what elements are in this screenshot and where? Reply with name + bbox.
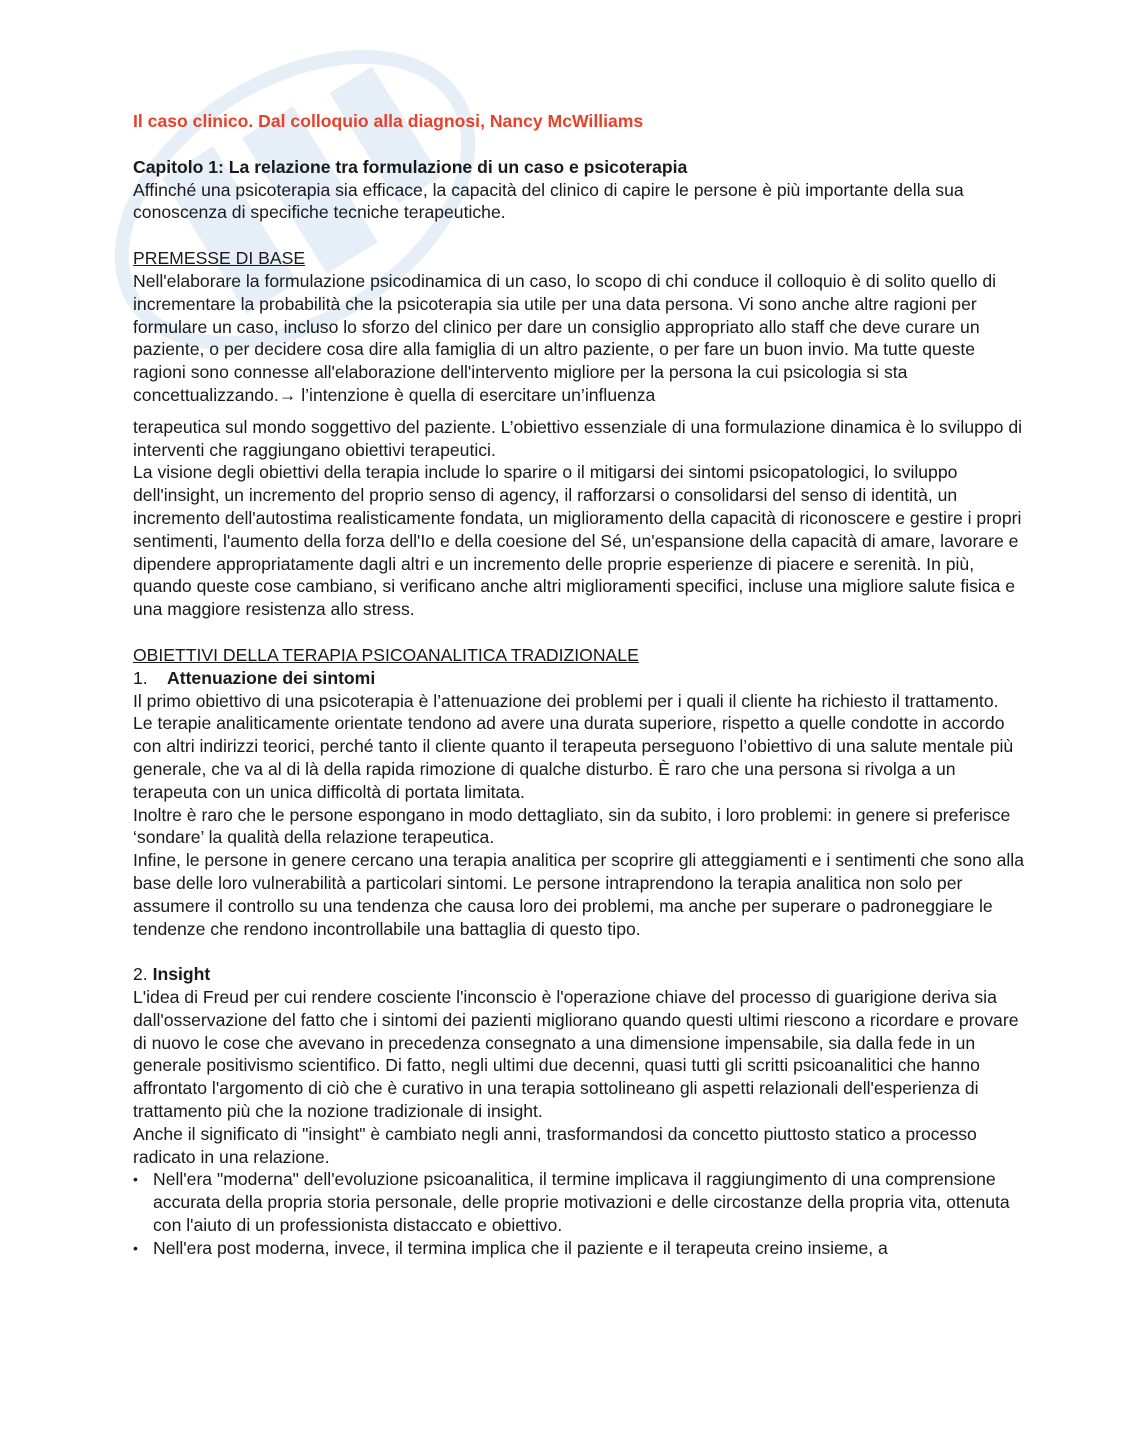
section-heading-obiettivi: OBIETTIVI DELLA TERAPIA PSICOANALITICA TRADIZIONALE bbox=[133, 644, 639, 665]
item1-number: 1. bbox=[133, 667, 148, 688]
item1-paragraph-4: Infine, le persone in genere cercano una terapia analitica per scoprire gli atteggiamenti e i sentimenti che sono alla base delle loro vulnerabilità a particolari sintomi. Le persone intraprendono la terapia analitica non solo per assumere il controllo su una tendenza che causa loro dei problemi, ma anche per superare o padroneggiare le tendenze che rendono incontrollabile una battaglia di questo tipo. bbox=[133, 850, 1024, 939]
premesse-paragraph-2: terapeutica sul mondo soggettivo del paziente. L’obiettivo essenziale di una formulazione dinamica è lo sviluppo di interventi che raggiungano obiettivi terapeutici. bbox=[133, 416, 1023, 460]
chapter-heading: Capitolo 1: La relazione tra formulazione di un caso e psicoterapia bbox=[133, 156, 688, 177]
premesse-paragraph-3: La visione degli obiettivi della terapia include lo sparire o il mitigarsi dei sintomi psicopatologici, lo sviluppo dell'insight, un incremento del proprio senso di agency, il rafforzarsi o consolidarsi del senso di identità, un incremento dell'autostima realisticamente fondata, un miglioramento della capacità di riconoscere e gestire i propri sentimenti, l'aumento della forza dell'Io e della coesione del Sé, un'espansione della capacità di amare, lavorare e dipendere appropriatamente dagli altri e un incremento delle proprie esperienze di piacere e serenità. In più, quando queste cose cambiano, si verificano anche altri miglioramenti specifici, incluse una migliore salute fisica e una maggiore resistenza allo stress. bbox=[133, 462, 1022, 620]
premesse-paragraph-1: Nell'elaborare la formulazione psicodinamica di un caso, lo scopo di chi conduce il colloquio è di solito quello di incrementare la probabilità che la psicoterapia sia utile per una data persona. Vi sono anche altre ragioni per formulare un caso, incluso lo sforzo del clinico per dare un consiglio appropriato allo staff che deve curare un paziente, o per decidere cosa dire alla famiglia di un altro paziente, o per fare un buon invio. Ma tutte queste ragioni sono connesse all'elaborazione dell'intervento migliore per la persona la cui psicologia si sta concettualizzando.→ l’intenzione è quella di esercitare un’influenza bbox=[133, 270, 997, 405]
item2-heading bbox=[133, 963, 1028, 986]
chapter-intro: Affinché una psicoterapia sia efficace, la capacità del clinico di capire le persone è più importante della sua conoscenza di specifiche tecniche terapeutiche. bbox=[133, 179, 964, 223]
item2-title: Insight bbox=[152, 964, 211, 985]
item2-bullet-list bbox=[133, 1168, 1028, 1259]
item2-paragraph-1: L'idea di Freud per cui rendere cosciente l'inconscio è l'operazione chiave del processo di guarigione deriva sia dall'osservazione del fatto che i sintomi dei pazienti migliorano quando questi ultimi riescono a ricordare e provare di nuovo le cose che avevano in precedenza consegnato a una dimensione impensabile, sia dalla fede in un generale positivismo scientifico. Di fatto, negli ultimi due decenni, quasi tutti gli scritti psicoanalitici che hanno affrontato l'argomento di ciò che è curativo in una terapia sottolineano gli aspetti relazionali dell'esperienza di trattamento più che la nozione tradizionale di insight. bbox=[133, 987, 1019, 1122]
list-item: • Nell'era post moderna, invece, il termina implica che il paziente e il terapeuta creino insieme, a bbox=[133, 1237, 1028, 1260]
item2-paragraph-2: Anche il significato di "insight" è cambiato negli anni, trasformandosi da concetto piuttosto statico a processo radicato in una relazione. bbox=[133, 1123, 977, 1167]
item1-paragraph-3: Inoltre è raro che le persone espongano in modo dettagliato, sin da subito, i loro problemi: in genere si preferisce ‘sondare’ la qualità della relazione terapeutica. bbox=[133, 804, 1011, 848]
list-item: • Nell'era "moderna" dell'evoluzione psicoanalitica, il termine implicava il raggiungimento di una comprensione accurata della propria storia personale, delle proprie motivazioni e delle circostanze della propria vita, ottenuta con l'aiuto di un professionista distaccato e obiettivo. bbox=[133, 1168, 1028, 1236]
item1-paragraph-2: Le terapie analiticamente orientate tendono ad avere una durata superiore, rispetto a quelle condotte in accordo con altri indirizzi teorici, perché tanto il cliente quanto il terapeuta perseguono l’obiettivo di una salute mentale più generale, che va al di là della rapida rimozione di qualche disturbo. È raro che una persona si rivolga a un terapeuta con un unica difficoltà di portata limitata. bbox=[133, 713, 1014, 802]
item1-title: Attenuazione dei sintomi bbox=[167, 667, 376, 688]
document-page bbox=[133, 110, 1028, 1260]
section-heading-premesse: PREMESSE DI BASE bbox=[133, 248, 306, 269]
item2-number: 2. bbox=[133, 964, 148, 985]
document-title: Il caso clinico. Dal colloquio alla diagnosi, Nancy McWilliams bbox=[133, 111, 644, 131]
item1-heading bbox=[133, 667, 1028, 690]
item1-paragraph-1: Il primo obiettivo di una psicoterapia è l’attenuazione dei problemi per i quali il cliente ha richiesto il trattamento. bbox=[133, 690, 999, 711]
